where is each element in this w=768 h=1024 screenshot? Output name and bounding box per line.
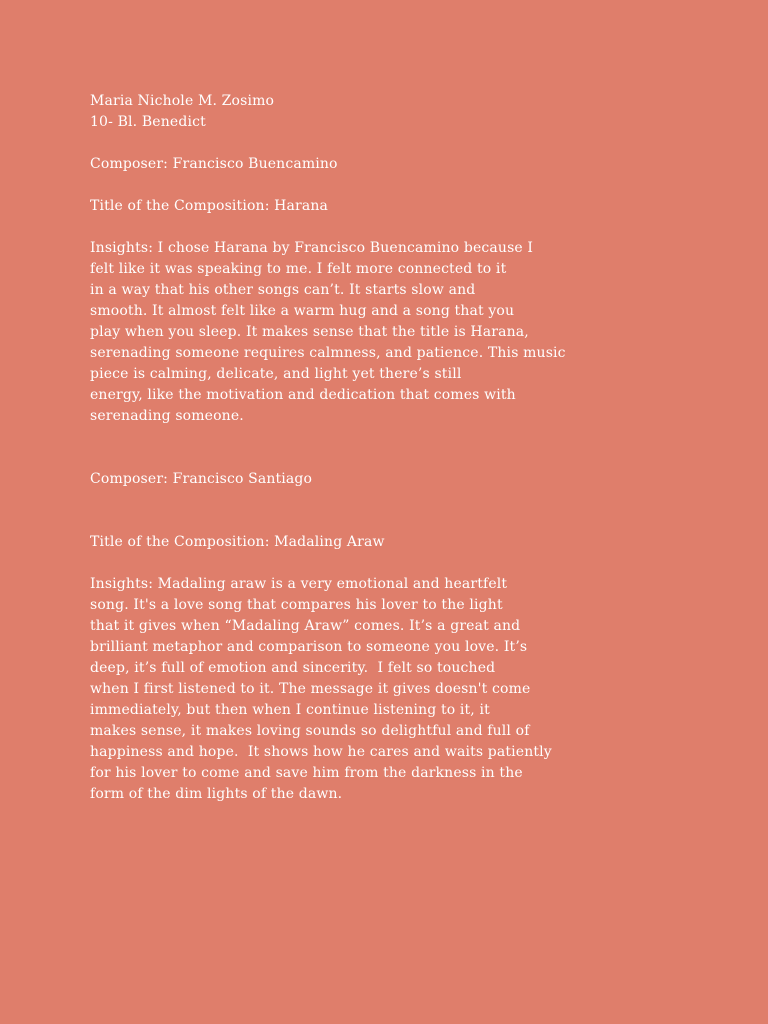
insights-line: in a way that his other songs can’t. It starts slow and xyxy=(90,282,476,298)
insights-line: that it gives when “Madaling Araw” comes. It’s a great and xyxy=(90,618,521,634)
insights-line: Insights: I chose Harana by Francisco Buencamino because I xyxy=(90,240,534,256)
spacer xyxy=(90,217,690,238)
insights-line: makes sense, it makes loving sounds so delightful and full of xyxy=(90,723,530,739)
insights-line: piece is calming, delicate, and light yet there’s still xyxy=(90,366,462,382)
spacer xyxy=(90,175,690,196)
insights-line: brilliant metaphor and comparison to someone you love. It’s xyxy=(90,639,528,655)
insights-line: felt like it was speaking to me. I felt more connected to it xyxy=(90,261,507,277)
composer-2: Composer: Francisco Santiago xyxy=(90,471,313,487)
insights-line: deep, it’s full of emotion and sincerity. I felt so touched xyxy=(90,660,496,676)
composition-title-2: Title of the Composition: Madaling Araw xyxy=(90,534,385,550)
insights-paragraph-1 xyxy=(90,238,690,427)
class-section: 10- Bl. Benedict xyxy=(90,114,206,130)
insights-line: happiness and hope. It shows how he cares and waits patiently xyxy=(90,744,552,760)
composer-1: Composer: Francisco Buencamino xyxy=(90,156,338,172)
insights-line: for his lover to come and save him from the darkness in the xyxy=(90,765,523,781)
insights-paragraph-2 xyxy=(90,574,690,805)
insights-line: Insights: Madaling araw is a very emotional and heartfelt xyxy=(90,576,508,592)
spacer xyxy=(90,553,690,574)
insights-line: play when you sleep. It makes sense that the title is Harana, xyxy=(90,324,529,340)
spacer xyxy=(90,427,690,469)
spacer xyxy=(90,133,690,154)
insights-line: smooth. It almost felt like a warm hug and a song that you xyxy=(90,303,515,319)
student-name: Maria Nichole M. Zosimo xyxy=(90,93,275,109)
insights-line: form of the dim lights of the dawn. xyxy=(90,786,343,802)
document-body xyxy=(90,91,690,805)
composition-title-1: Title of the Composition: Harana xyxy=(90,198,329,214)
insights-line: when I first listened to it. The message it gives doesn't come xyxy=(90,681,531,697)
insights-line: immediately, but then when I continue listening to it, it xyxy=(90,702,490,718)
spacer xyxy=(90,490,690,532)
insights-line: song. It's a love song that compares his lover to the light xyxy=(90,597,503,613)
insights-line: energy, like the motivation and dedication that comes with xyxy=(90,387,516,403)
insights-line: serenading someone requires calmness, and patience. This music xyxy=(90,345,566,361)
insights-line: serenading someone. xyxy=(90,408,244,424)
